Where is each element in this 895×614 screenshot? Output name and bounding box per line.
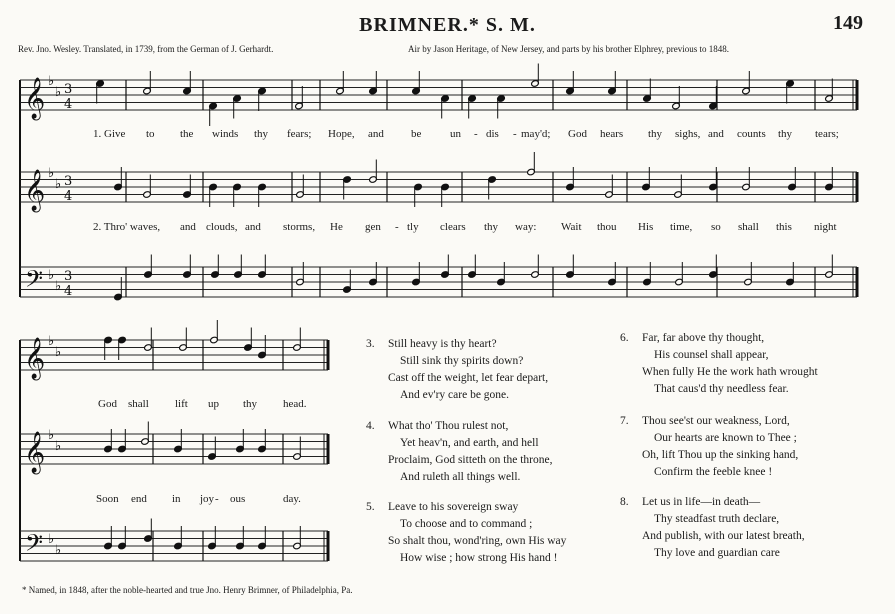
author-credit: Rev. Jno. Wesley. Translated, in 1739, from the German of J. Gerhardt. <box>18 44 274 54</box>
lyric-verse2-word: in <box>172 493 181 505</box>
lyric-verse2-word: clouds, <box>206 221 238 233</box>
lyric-verse1-word: and <box>368 128 384 140</box>
lyric-verse1-word: sighs, <box>675 128 701 140</box>
lyric-verse1-word: shall <box>128 398 149 410</box>
lyric-verse2-word: tly <box>407 221 419 233</box>
treble-clef-icon: 𝄞 <box>24 432 46 473</box>
lyric-verse1-word: 1. Give <box>93 128 126 140</box>
lyric-verse1-word: tears; <box>815 128 839 140</box>
stanza-8 <box>620 494 805 562</box>
stanza-6 <box>620 330 818 398</box>
stanza-line: And ruleth all things well. <box>400 471 521 483</box>
stanza-3 <box>366 336 549 404</box>
lyric-verse2-word: clears <box>440 221 466 233</box>
lyric-verse1-word: head. <box>283 398 307 410</box>
lyric-verse2-word: His <box>638 221 654 233</box>
lyric-verse1-word: Hope, <box>328 128 355 140</box>
stanza-line: Yet heav'n, and earth, and hell <box>400 437 539 449</box>
lyric-verse1-word: - <box>474 128 478 140</box>
lyric-verse2-word: and <box>245 221 261 233</box>
stanza-line: How wise ; how strong His hand ! <box>400 552 558 564</box>
lyric-verse1-word: God <box>98 398 117 410</box>
lyric-verse1-word: fears; <box>287 128 312 140</box>
stanza-line: Still heavy is thy heart? <box>388 338 497 350</box>
page-number: 149 <box>833 12 863 34</box>
stanza-4 <box>366 418 553 486</box>
stanza-line: That caus'd thy needless fear. <box>654 383 789 395</box>
lyric-verse1-word: - <box>513 128 517 140</box>
lyric-verse1-word: the <box>180 128 194 140</box>
time-signature-top: 3 <box>64 269 73 284</box>
flat-icon: ♭ <box>55 543 62 558</box>
stanza-line: Our hearts are known to Thee ; <box>654 432 797 444</box>
lyric-verse1-word: God <box>568 128 587 140</box>
flat-icon: ♭ <box>48 166 55 181</box>
stanza-line: When fully He the work hath wrought <box>642 366 818 378</box>
lyric-verse2-word: Wait <box>561 221 582 233</box>
stanza-line: To choose and to command ; <box>400 518 533 530</box>
flat-icon: ♭ <box>48 334 55 349</box>
stanza-line: Proclaim, God sitteth on the throne, <box>388 454 553 466</box>
stanza-line: Leave to his sovereign sway <box>388 501 519 513</box>
lyric-verse2-word: ous <box>230 493 246 505</box>
flat-icon: ♭ <box>55 177 62 192</box>
lyric-verse2-word: - <box>395 221 399 233</box>
lyric-verse2-word: and <box>180 221 196 233</box>
hymn-title: BRIMNER.* S. M. <box>359 14 536 36</box>
stanza-5 <box>366 499 567 567</box>
lyric-verse1-word: to <box>146 128 155 140</box>
time-signature-bottom: 4 <box>64 97 73 112</box>
composer-credit: Air by Jason Heritage, of New Jersey, and parts by his brother Elphrey, previous to 1848. <box>408 44 730 54</box>
footnote: * Named, in 1848, after the noble-hearted and true Jno. Henry Brimner, of Philadelphia, Pa. <box>22 585 353 595</box>
flat-icon: ♭ <box>55 279 62 294</box>
lyric-verse1-word: be <box>411 128 422 140</box>
flat-icon: ♭ <box>55 85 62 100</box>
lyric-verse2-word: He <box>330 221 343 233</box>
time-signature-top: 3 <box>64 82 73 97</box>
stanza-line: And publish, with our latest breath, <box>642 530 805 542</box>
lyric-verse1-word: thy <box>254 128 269 140</box>
lyric-verse1-word: thy <box>243 398 258 410</box>
lyric-verse1-word: thy <box>648 128 663 140</box>
lyric-verse1-word: up <box>208 398 219 410</box>
stanza-number: 7. <box>620 415 629 427</box>
flat-icon: ♭ <box>48 268 55 283</box>
stanza-line: So shalt thou, wond'ring, own His way <box>388 535 567 547</box>
lyric-verse2-word: day. <box>283 493 301 505</box>
flat-icon: ♭ <box>55 439 62 454</box>
lyric-verse2-word: end <box>131 493 147 505</box>
lyric-verse1-word: and <box>708 128 724 140</box>
stanza-number: 5. <box>366 501 375 513</box>
lyric-verse1-word: un <box>450 128 461 140</box>
stanza-line: What tho' Thou rulest not, <box>388 420 509 432</box>
lyric-verse1-word: dis <box>486 128 499 140</box>
stanza-line: Thy steadfast truth declare, <box>654 513 780 525</box>
lyric-verse2-word: Soon <box>96 493 119 505</box>
lyric-verse2-word: - <box>215 493 219 505</box>
treble-clef-icon: 𝄞 <box>24 338 46 379</box>
stanza-line: Still sink thy spirits down? <box>400 355 524 367</box>
bass-clef-icon: 𝄢 <box>25 529 44 562</box>
lyric-verse2-word: gen <box>365 221 381 233</box>
lyric-verse2-word: thou <box>597 221 617 233</box>
lyric-verse2-word: storms, <box>283 221 316 233</box>
lyric-verse1-word: winds <box>212 128 239 140</box>
stanza-number: 8. <box>620 496 629 508</box>
lyric-verse2-word: 2. Thro' waves, <box>93 221 161 233</box>
lyric-verse1-word: hears <box>600 128 624 140</box>
stanza-7 <box>620 413 799 481</box>
flat-icon: ♭ <box>48 428 55 443</box>
lyric-verse2-word: this <box>776 221 792 233</box>
stanza-line: His counsel shall appear, <box>654 349 769 361</box>
stanza-line: Let us in life—in death— <box>642 496 761 508</box>
lyric-verse1-word: may'd; <box>521 128 551 140</box>
stanza-line: Confirm the feeble knee ! <box>654 466 773 478</box>
lyric-verse1-word: thy <box>778 128 793 140</box>
bass-clef-icon: 𝄢 <box>25 265 44 298</box>
time-signature-bottom: 4 <box>64 284 73 299</box>
lyric-verse2-word: time, <box>670 221 693 233</box>
stanza-number: 4. <box>366 420 375 432</box>
stanza-line: Cast off the weight, let fear depart, <box>388 372 549 384</box>
stanza-number: 6. <box>620 332 629 344</box>
stanza-number: 3. <box>366 338 375 350</box>
stanza-line: Thou see'st our weakness, Lord, <box>642 415 790 427</box>
lyric-verse2-word: shall <box>738 221 759 233</box>
lyric-verse2-word: thy <box>484 221 499 233</box>
lyric-verse2-word: night <box>814 221 837 233</box>
treble-clef-icon: 𝄞 <box>24 78 46 119</box>
lyric-verse2-word: way: <box>515 221 537 233</box>
stanza-line: Far, far above thy thought, <box>642 332 765 344</box>
flat-icon: ♭ <box>48 532 55 547</box>
lyric-verse1-word: counts <box>737 128 766 140</box>
lyric-verse2-word: so <box>711 221 721 233</box>
time-signature-top: 3 <box>64 174 73 189</box>
time-signature-bottom: 4 <box>64 189 73 204</box>
lyric-verse2-word: joy <box>200 493 215 505</box>
flat-icon: ♭ <box>48 74 55 89</box>
stanza-line: Oh, lift Thou up the sinking hand, <box>642 449 799 461</box>
stanza-line: Thy love and guardian care <box>654 547 780 559</box>
stanza-line: And ev'ry care be gone. <box>400 389 510 401</box>
flat-icon: ♭ <box>55 345 62 360</box>
treble-clef-icon: 𝄞 <box>24 170 46 211</box>
lyric-verse1-word: lift <box>175 398 188 410</box>
